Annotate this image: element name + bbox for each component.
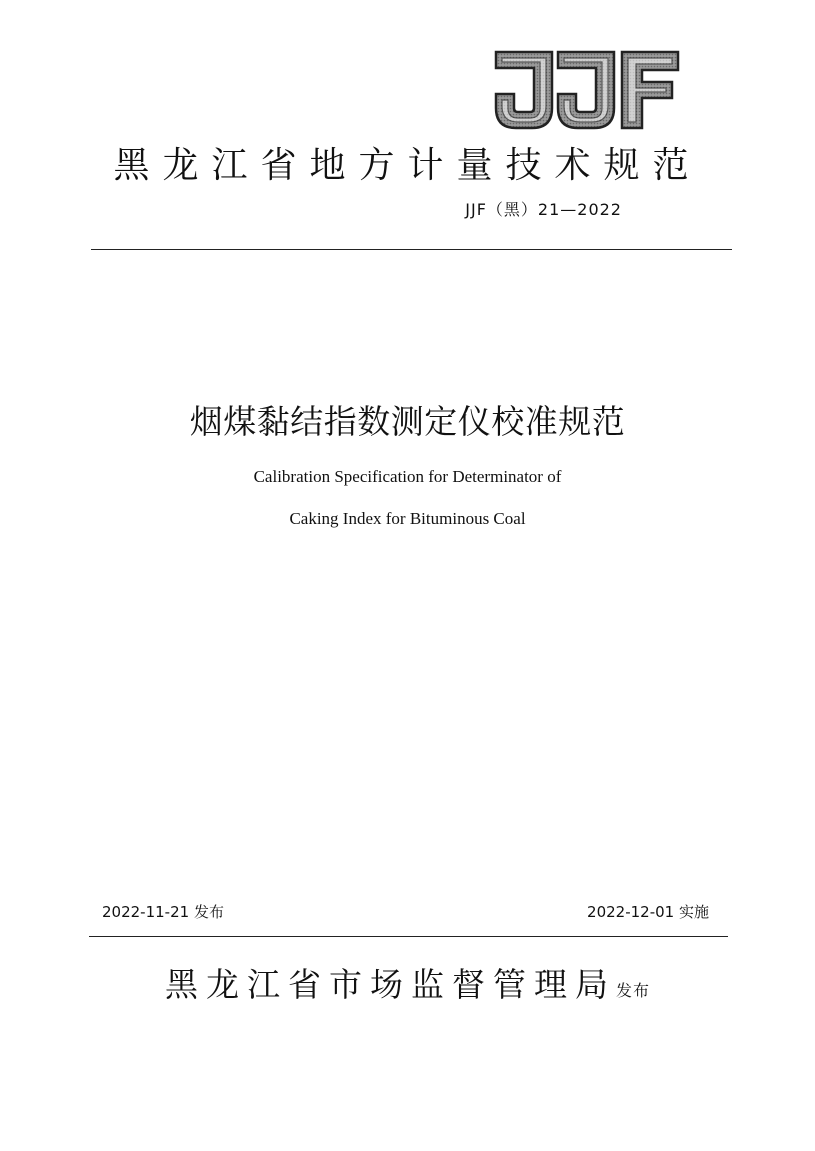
document-title-english-line1: Calibration Specification for Determinator of: [253, 467, 562, 486]
standard-type-heading: 黑龙江省地方计量技术规范: [113, 145, 702, 186]
issuer-suffix: 发布: [615, 981, 650, 1000]
top-divider: [91, 249, 732, 250]
document-title-chinese: 烟煤黏结指数测定仪校准规范: [189, 402, 626, 441]
logo-letter-f: [622, 52, 678, 128]
standard-number: JJF（黑）21—2022: [465, 200, 622, 219]
issuer-block: [0, 960, 815, 1016]
logo-letter-j1: [496, 52, 552, 128]
bottom-divider: [89, 936, 728, 937]
issuer-name: 黑龙江省市场监督管理局: [164, 965, 616, 1004]
implementation-date: 2022-12-01 实施: [587, 903, 709, 921]
logo-letter-j2: [558, 52, 614, 128]
issue-date: 2022-11-21 发布: [102, 903, 224, 921]
document-title-english-line2: Caking Index for Bituminous Coal: [289, 509, 526, 528]
jjf-emblem-icon: [494, 50, 680, 130]
